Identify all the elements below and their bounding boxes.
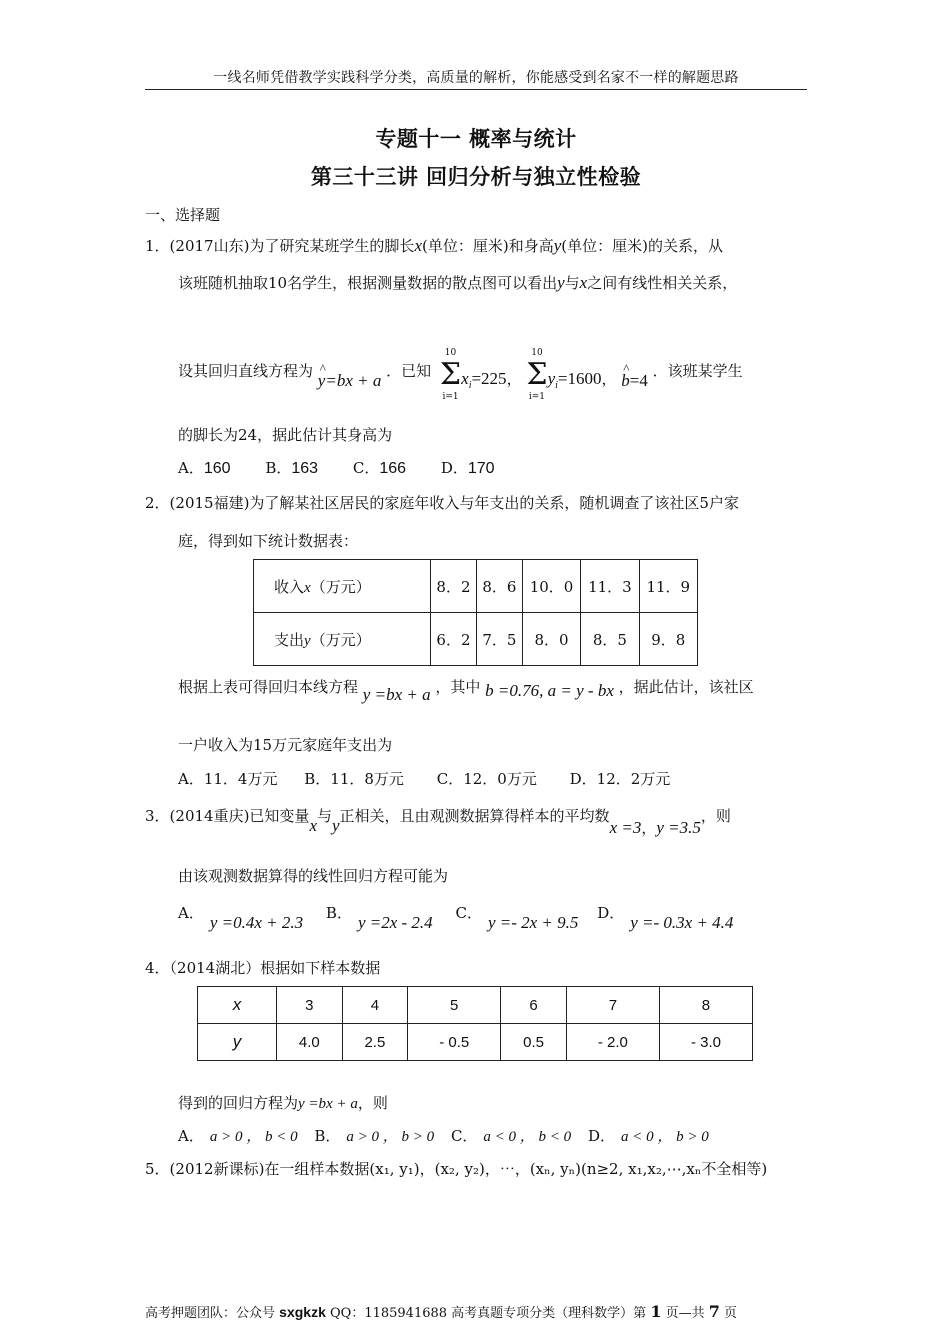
q2-line1: 2．(2015福建)为了解某社区居民的家庭年收入与年支出的关系，随机调查了该社区5户家 — [145, 494, 739, 512]
q4-options — [178, 1125, 709, 1146]
table-cell: 收入x（万元） — [254, 560, 431, 613]
table-cell: 支出y（万元） — [254, 613, 431, 666]
lecture-title: 第三十三讲 回归分析与独立性检验 — [310, 165, 642, 189]
q1-option-d[interactable]: D．170 — [440, 459, 495, 477]
table-cell: 5 — [408, 987, 501, 1024]
section-heading: 一、选择题 — [145, 206, 221, 224]
q3-option-c[interactable]: C． y =- 2x + 9.5 — [455, 904, 579, 932]
table-cell: 0.5 — [501, 1024, 567, 1061]
q2-option-b[interactable]: B．11．8万元 — [304, 770, 404, 788]
q1-line1: 1．(2017山东)为了研究某班学生的脚长x(单位：厘米)和身高y(单位：厘米)的关系，从 — [145, 236, 723, 255]
q1-option-c[interactable]: C．166 — [352, 459, 407, 477]
q4-data-table — [197, 986, 753, 1061]
table-row — [198, 987, 753, 1024]
q2-option-a[interactable]: A．11．4万元 — [178, 770, 278, 788]
q1-line2: 该班随机抽取10名学生，根据测量数据的散点图可以看出y与x之间有线性相关关系， — [178, 273, 738, 292]
q2-line3: 根据上表可得回归本线方程 y =bx + a ，其中 b =0.76, a = y - bx ，据此估计，该社区 — [178, 678, 754, 704]
q4-line1: 4．（2014湖北）根据如下样本数据 — [145, 959, 381, 977]
q2-options — [178, 768, 670, 789]
q1-option-a[interactable]: A．160 — [178, 459, 231, 477]
q5-line1: 5．(2012新课标)在一组样本数据(x₁, y₁)，(x₂, y₂)，⋯，(xₙ, yₙ)(n≥2, x₁,x₂,⋯,xₙ不全相等) — [145, 1160, 768, 1178]
header-rule — [145, 89, 807, 90]
q4-option-d[interactable]: D． a < 0 ， b > 0 — [587, 1127, 709, 1145]
table-cell: 6．2 — [431, 613, 477, 666]
header-tagline: 一线名师凭借教学实践科学分类，高质量的解析，你能感受到名家不一样的解题思路 — [213, 70, 739, 86]
q1-options — [178, 457, 495, 478]
table-cell: 11．3 — [581, 560, 639, 613]
table-row — [254, 560, 698, 613]
q4-option-b[interactable]: B． a > 0 ， b > 0 — [314, 1127, 435, 1145]
table-cell: 8．2 — [431, 560, 477, 613]
q2-line2: 庭，得到如下统计数据表： — [178, 532, 359, 550]
q3-line1: 3．(2014重庆)已知变量x与y正相关，且由观测数据算得样本的平均数x =3，y =3.5，则 — [145, 807, 731, 837]
q3-option-a[interactable]: A． y =0.4x + 2.3 — [178, 904, 304, 932]
q3-option-d[interactable]: D． y =- 0.3x + 4.4 — [597, 904, 734, 932]
table-cell: 4 — [342, 987, 408, 1024]
q2-option-c[interactable]: C．12．0万元 — [436, 770, 537, 788]
q4-option-c[interactable]: C． a < 0 ， b < 0 — [450, 1127, 572, 1145]
q1-line4: 的脚长为24，据此估计其身高为 — [178, 426, 393, 444]
q1-line3: 设其回归直线方程为 ^ y=bx + a ．已知 10 Σ i=1 $x_i=225$， 10 Σ i=1 $y_i=1600$， ^ b=4 ．该班某学生 — [178, 352, 743, 382]
topic-title: 专题十一 概率与统计 — [375, 127, 577, 151]
table-cell: 7．5 — [476, 613, 522, 666]
table-cell: x — [198, 987, 277, 1024]
q3-line2: 由该观测数据算得的线性回归方程可能为 — [178, 867, 449, 885]
table-cell: 10．0 — [522, 560, 580, 613]
q1-option-b[interactable]: B．163 — [265, 459, 319, 477]
table-cell: 8．5 — [581, 613, 639, 666]
table-cell: 3 — [277, 987, 343, 1024]
table-row — [198, 1024, 753, 1061]
table-cell: 8．6 — [476, 560, 522, 613]
table-cell: 8 — [659, 987, 752, 1024]
table-cell: 4.0 — [277, 1024, 343, 1061]
table-cell: 9．8 — [639, 613, 697, 666]
table-cell: - 2.0 — [566, 1024, 659, 1061]
q4-line2: 得到的回归方程为y =bx + a，则 — [178, 1094, 388, 1112]
table-cell: y — [198, 1024, 277, 1061]
table-cell: 8．0 — [522, 613, 580, 666]
table-cell: - 0.5 — [408, 1024, 501, 1061]
q2-line4: 一户收入为15万元家庭年支出为 — [178, 736, 393, 754]
table-cell: 6 — [501, 987, 567, 1024]
q2-option-d[interactable]: D．12．2万元 — [569, 770, 671, 788]
q3-options — [178, 902, 734, 932]
table-cell: 2.5 — [342, 1024, 408, 1061]
table-cell: 7 — [566, 987, 659, 1024]
q3-option-b[interactable]: B． y =2x - 2.4 — [325, 904, 433, 932]
table-cell: - 3.0 — [659, 1024, 752, 1061]
table-row — [254, 613, 698, 666]
page-footer: 高考押题团队：公众号 sxgkzk QQ：1185941688 高考真题专项分类（理科数学）第 1 页—共 7 页 — [145, 1302, 738, 1321]
q4-option-a[interactable]: A． a > 0 ， b < 0 — [178, 1127, 298, 1145]
q2-data-table — [253, 559, 698, 666]
table-cell: 11．9 — [639, 560, 697, 613]
